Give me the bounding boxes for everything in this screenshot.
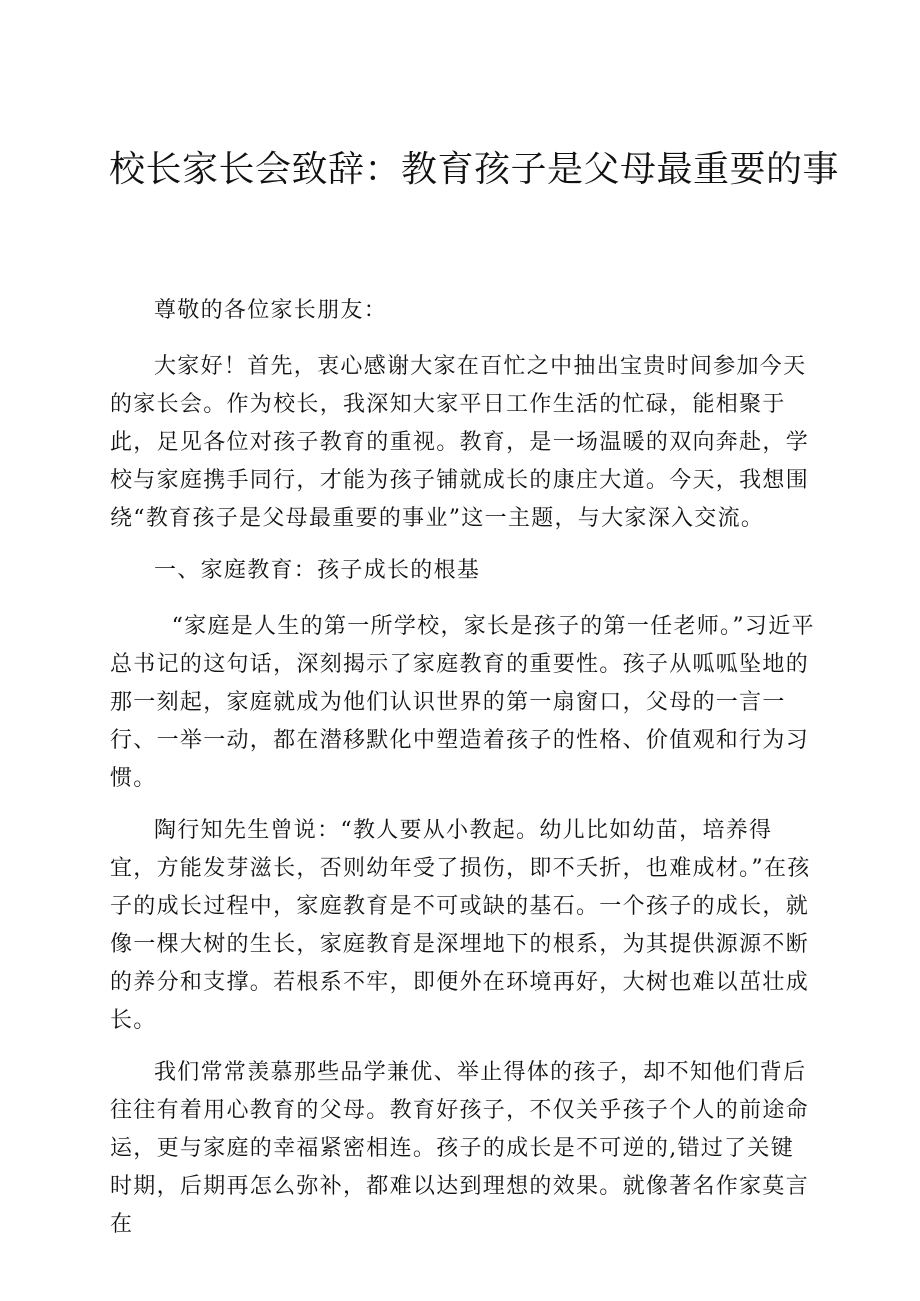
greeting-paragraph: 尊敬的各位家长朋友： bbox=[154, 298, 388, 323]
document-title: 校长家长会致辞：教育孩子是父母最重要的事 bbox=[109, 149, 840, 190]
section-heading: 一、家庭教育：孩子成长的根基 bbox=[154, 558, 481, 583]
body-paragraph-3: 我们常常羡慕那些品学兼优、举止得体的孩子，却不知他们背后往往有着用心教育的父母。教育好孩子，不仅关乎孩子个人的前途命运，更与家庭的幸福紧密相连。孩子的成长是不可逆的,错过了关键时期，后期再怎么弥补，都难以达到理想的效果。就像著名作家莫言在 bbox=[110, 1060, 810, 1237]
body-paragraph-2: 陶行知先生曾说：“教人要从小教起。幼儿比如幼苗，培养得宜，方能发芽滋长，否则幼年受了损伤，即不夭折，也难成材。”在孩子的成长过程中，家庭教育是不可或缺的基石。一个孩子的成长，就像一棵大树的生长，家庭教育是深埋地下的根系，为其提供源源不断的养分和支撑。若根系不牢，即便外在环境再好，大树也难以茁壮成长。 bbox=[110, 818, 811, 1033]
body-paragraph-1: “家庭是人生的第一所学校，家长是孩子的第一任老师。”习近平总书记的这句话，深刻揭示了家庭教育的重要性。孩子从呱呱坠地的那一刻起，家庭就成为他们认识世界的第一扇窗口，父母的一言一行、一举一动，都在潜移默化中塑造着孩子的性格、价值观和行为习惯。 bbox=[110, 614, 815, 791]
document-body bbox=[110, 292, 816, 1258]
intro-paragraph: 大家好！首先，衷心感谢大家在百忙之中抽出宝贵时间参加今天的家长会。作为校长，我深知大家平日工作生活的忙碌，能相聚于此，足见各位对孩子教育的重视。教育，是一场温暖的双向奔赴，学校与家庭携手同行，才能为孩子铺就成长的康庄大道。今天，我想围绕“教育孩子是父母最重要的事业”这一主题，与大家深入交流。 bbox=[110, 354, 810, 531]
